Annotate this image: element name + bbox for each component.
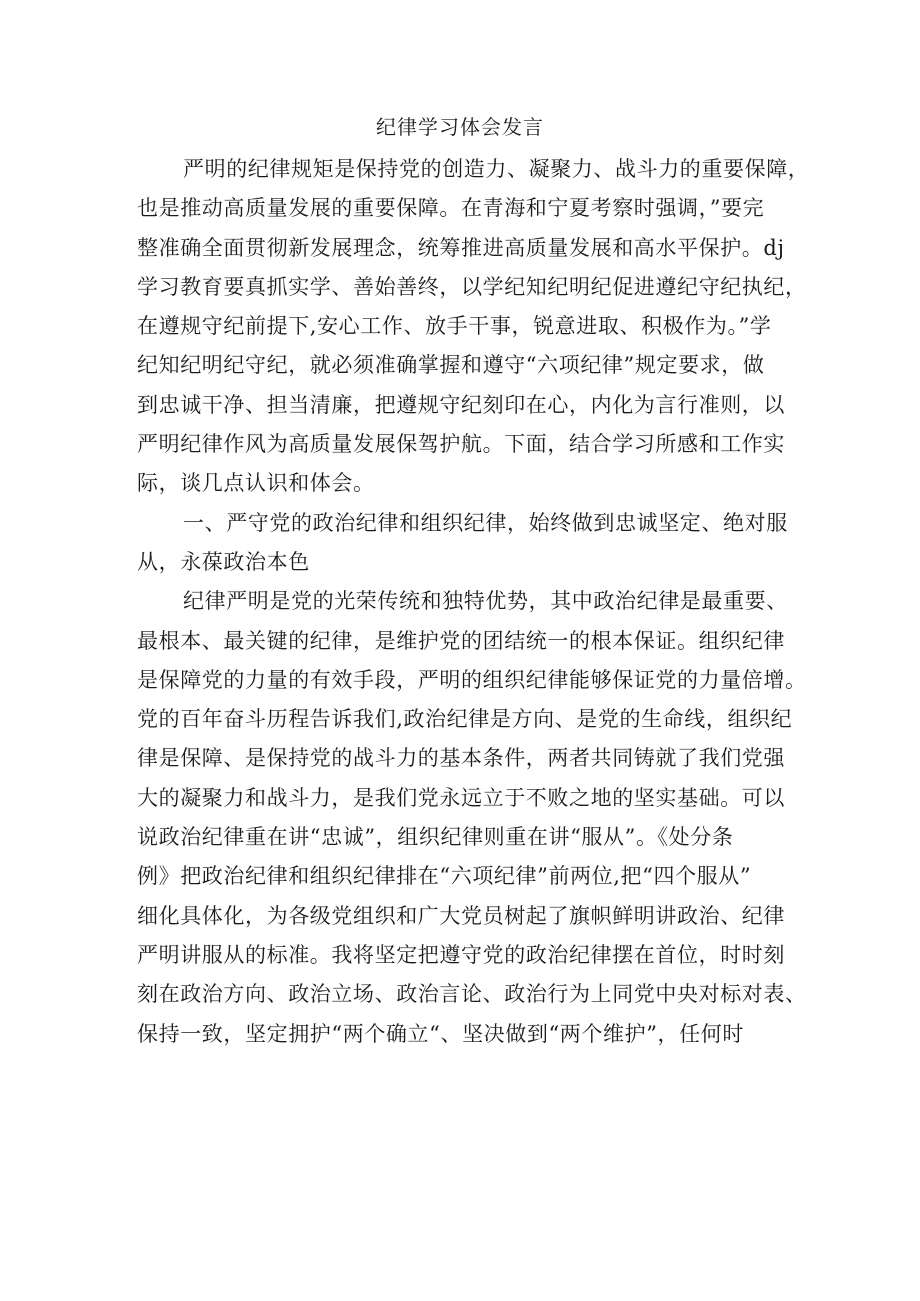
text-line: 例》把政治纪律和组织纪律排在“六项纪律”前两位,把“四个服从” bbox=[137, 864, 752, 889]
text-line: 严明纪律作风为高质量发展保驾护航。下面，结合学习所感和工作实 bbox=[137, 432, 785, 457]
text-line: 是保障党的力量的有效手段，严明的组织纪律能够保证党的力量倍增。 bbox=[137, 667, 807, 692]
text-line: 际，谈几点认识和体会。 bbox=[137, 471, 375, 496]
text-line: 保持一致，坚定拥护“两个确立“、坚决做到“两个维护”，任何时 bbox=[137, 1021, 744, 1046]
text-line: 到忠诚干净、担当清廉，把遵规守纪刻印在心，内化为言行准则，以 bbox=[137, 392, 785, 417]
text-line: 说政治纪律重在讲“忠诚”，组织纪律则重在讲“服从”。《处分条 bbox=[137, 825, 734, 850]
document-title: 纪律学习体会发言 bbox=[376, 115, 544, 139]
text-line: 纪知纪明纪守纪，就必须准确掌握和遵守“六项纪律”规定要求，做 bbox=[137, 353, 765, 378]
text-line: 在遵规守纪前提下,安心工作、放手干事，锐意进取、积极作为。”学 bbox=[137, 314, 772, 339]
text-line: 最根本、最关键的纪律，是维护党的团结统一的根本保证。组织纪律 bbox=[137, 628, 785, 653]
text-line: 刻在政治方向、政治立场、政治言论、政治行为上同党中央对标对表、 bbox=[137, 982, 807, 1007]
text-line: 严明的纪律规矩是保持党的创造力、凝聚力、战斗力的重要保障， bbox=[183, 157, 810, 181]
section-heading: 一、严守党的政治纪律和组织纪律，始终做到忠诚坚定、绝对服 bbox=[183, 510, 788, 535]
text-line: 党的百年奋斗历程告诉我们,政治纪律是方向、是党的生命线，组织纪 bbox=[137, 707, 793, 732]
text-line: 纪律严明是党的光荣传统和独特优势，其中政治纪律是最重要、 bbox=[183, 589, 788, 614]
text-line: 整准确全面贯彻新发展理念，统筹推进高质量发展和高水平保护。dj bbox=[137, 235, 785, 260]
text-line: 大的凝聚力和战斗力，是我们党永远立于不败之地的坚实基础。可以 bbox=[137, 785, 785, 810]
document-body bbox=[137, 150, 810, 1054]
text-line: 学习教育要真抓实学、善始善终，以学纪知纪明纪促进遵纪守纪执纪， bbox=[137, 274, 807, 299]
text-line: 也是推动高质量发展的重要保障。在青海和宁夏考察时强调，”要完 bbox=[137, 196, 765, 221]
text-line: 细化具体化，为各级党组织和广大党员树起了旗帜鲜明讲政治、纪律 bbox=[137, 903, 785, 928]
section-heading: 从，永葆政治本色 bbox=[137, 549, 310, 574]
text-line: 严明讲服从的标准。我将坚定把遵守党的政治纪律摆在首位，时时刻 bbox=[137, 942, 785, 967]
text-line: 律是保障、是保持党的战斗力的基本条件，两者共同铸就了我们党强 bbox=[137, 746, 785, 771]
